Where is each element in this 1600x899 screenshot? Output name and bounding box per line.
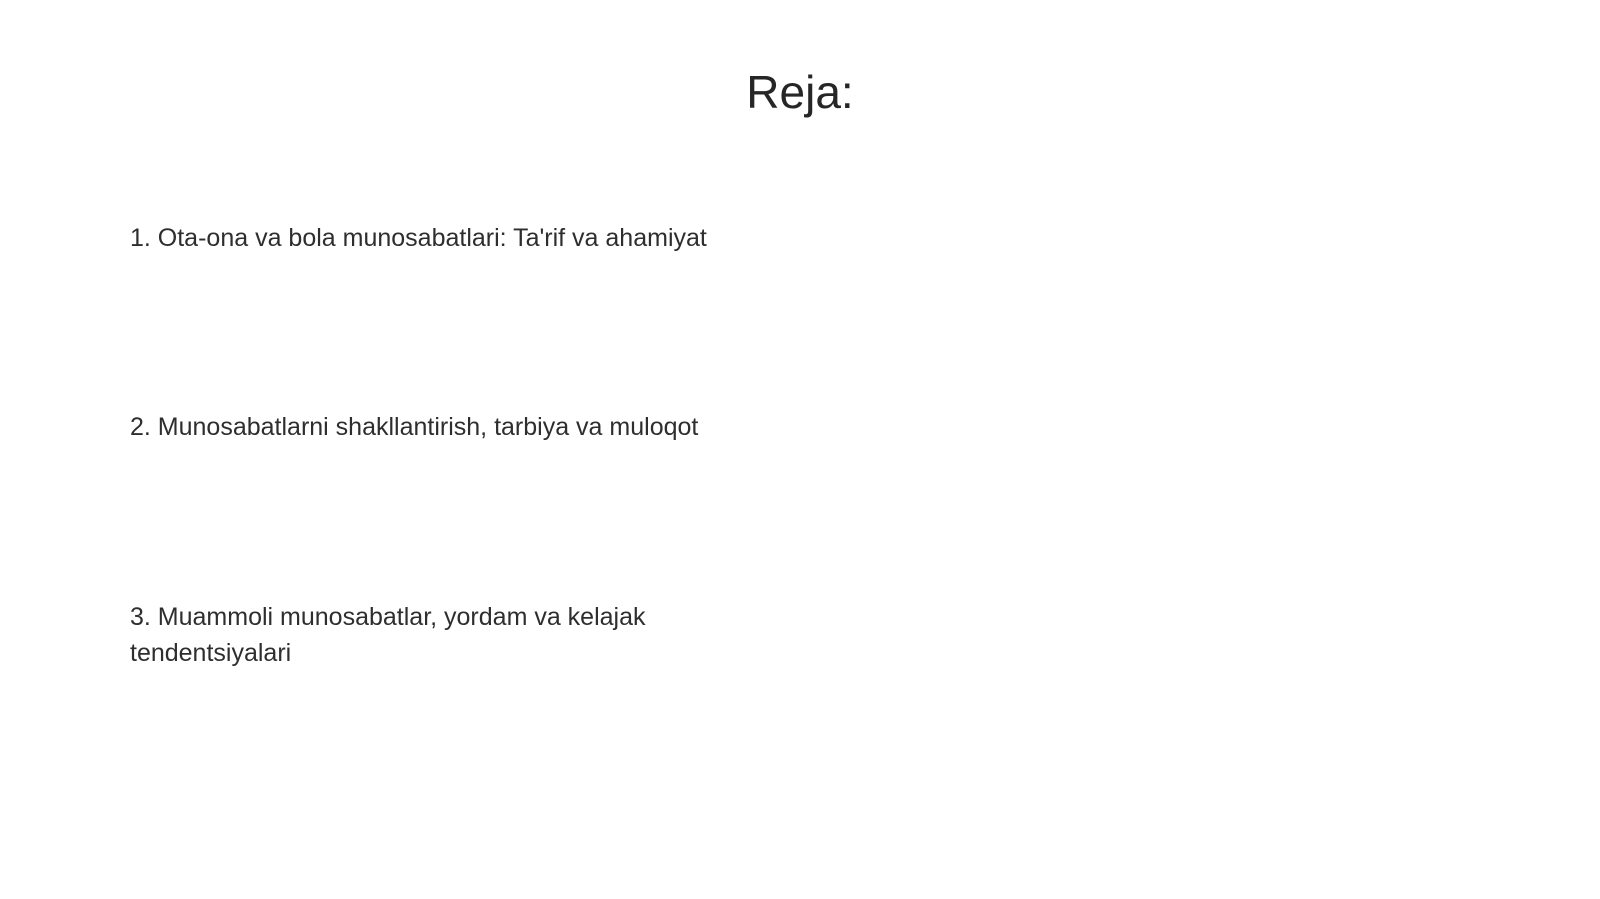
plan-item-2: 2. Munosabatlarni shakllantirish, tarbiya va muloqot: [130, 413, 699, 441]
plan-item-3: 3. Muammoli munosabatlar, yordam va kelajak tendentsiyalari: [130, 603, 646, 667]
plan-item-1: 1. Ota-ona va bola munosabatlari: Ta'rif va ahamiyat: [130, 224, 707, 252]
slide-title: Reja:: [746, 66, 854, 118]
